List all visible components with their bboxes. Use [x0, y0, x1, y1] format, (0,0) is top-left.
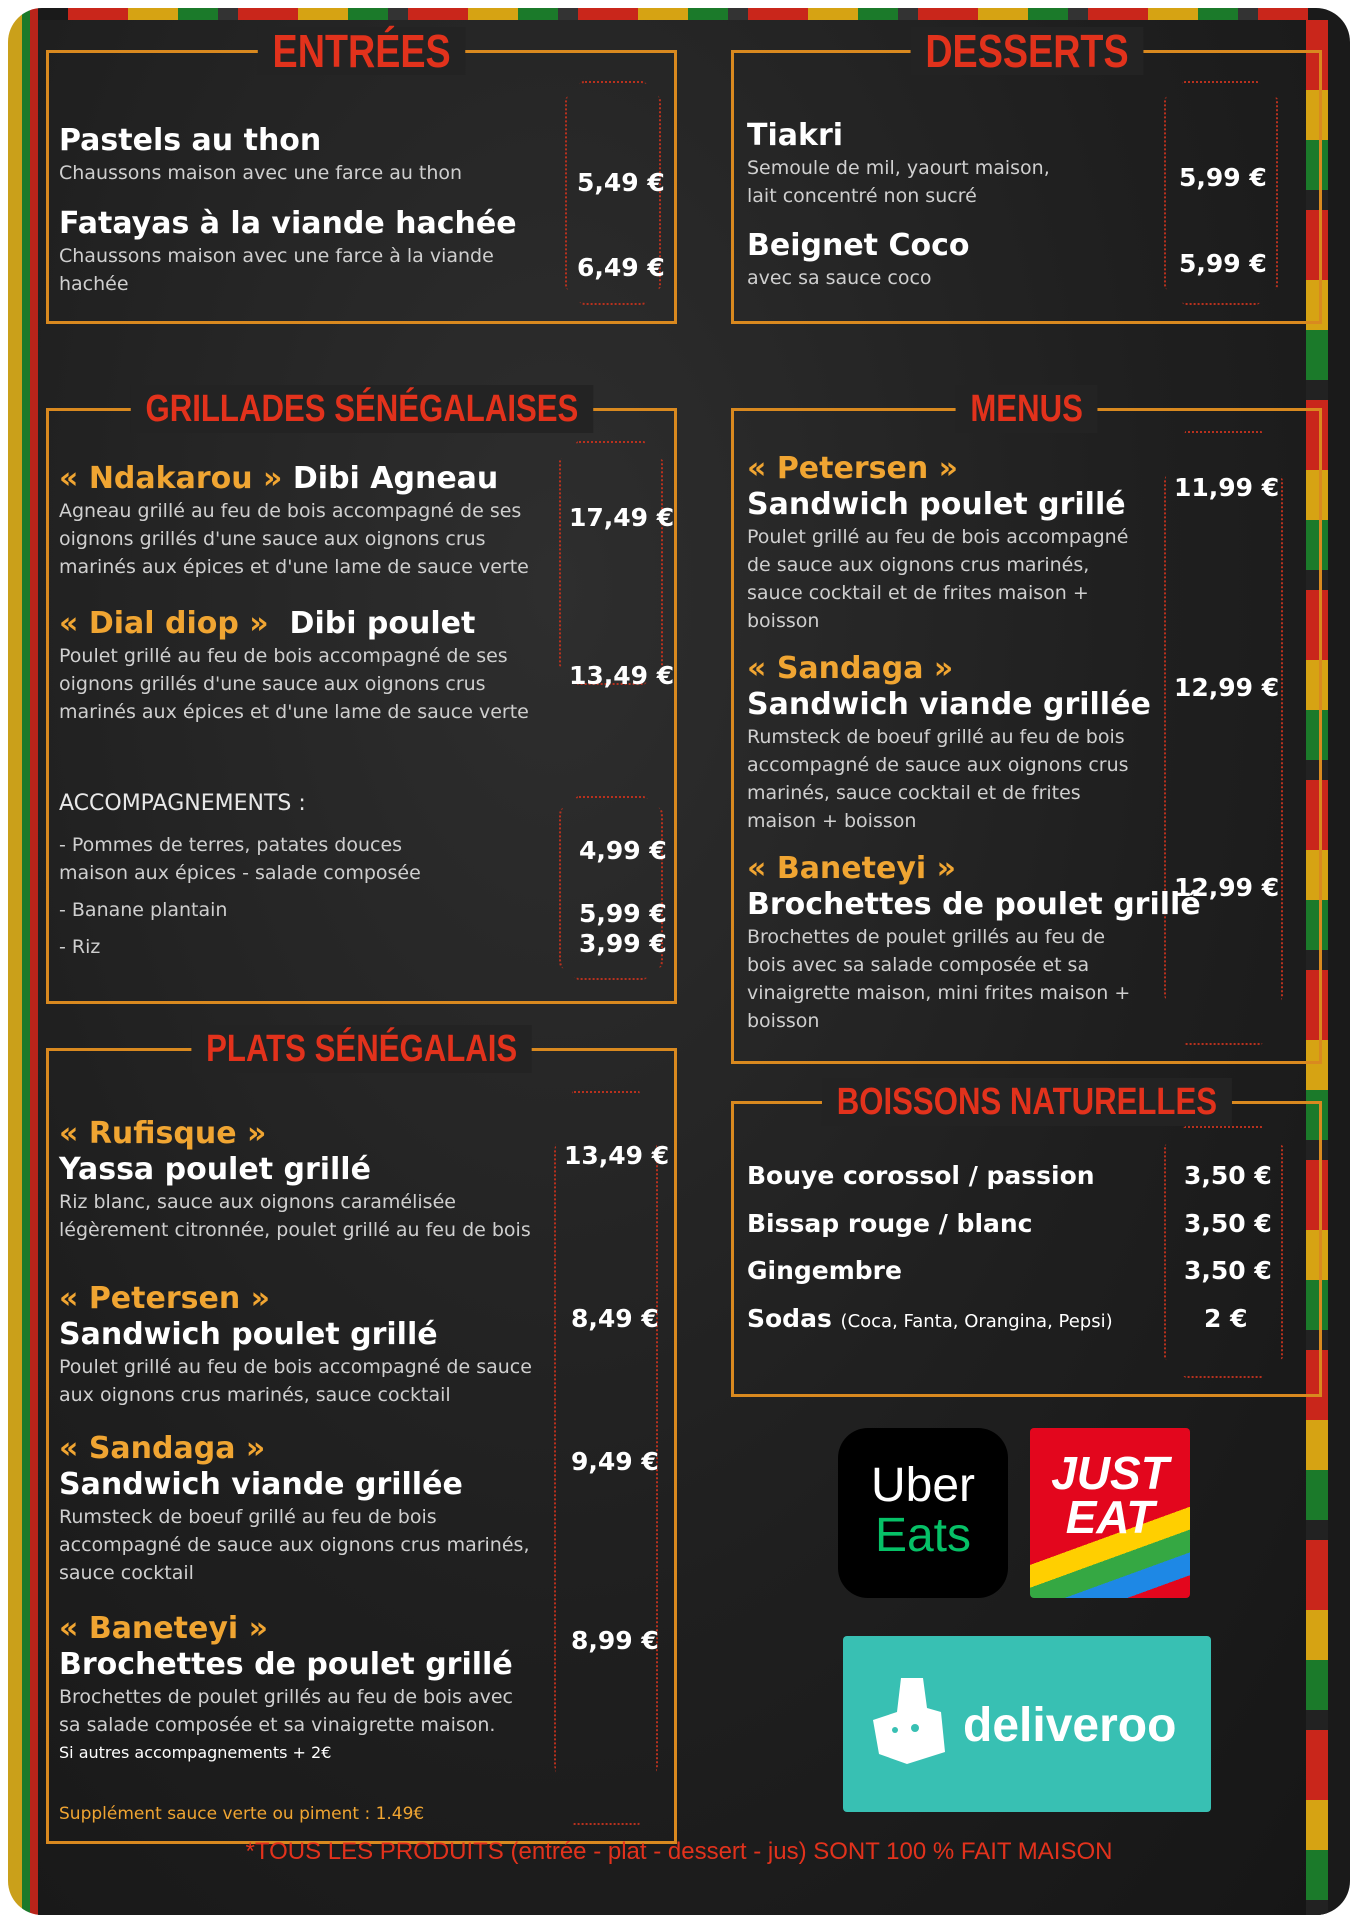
- menus-section: [731, 388, 1322, 1064]
- price: 12,99 €: [1174, 873, 1280, 902]
- item-name: Sandwich viande grillée: [59, 1467, 463, 1502]
- menu-item: [59, 123, 539, 187]
- item-description: avec sa sauce coco: [747, 267, 932, 289]
- item-name: Brochettes de poulet grillé: [747, 887, 1201, 922]
- menu-frame: [8, 8, 1350, 1915]
- menu-item: [747, 851, 1201, 1035]
- plats-title: PLATS SÉNÉGALAIS: [191, 1025, 532, 1073]
- item-nickname: « Petersen »: [59, 1281, 271, 1316]
- price: 5,49 €: [577, 168, 665, 197]
- accompaniment-item: - Riz: [59, 936, 101, 958]
- beverage-name: Bissap rouge / blanc: [747, 1209, 1033, 1238]
- item-name: Dibi poulet: [289, 606, 476, 641]
- price: 3,50 €: [1184, 1209, 1272, 1238]
- item-name: Tiakri: [747, 118, 844, 153]
- price: 3,99 €: [579, 929, 667, 958]
- menu-item: [59, 1431, 539, 1587]
- price: 2 €: [1204, 1304, 1248, 1333]
- menu-item: [747, 651, 1151, 835]
- item-description: Poulet grillé au feu de bois accompagné de sauce aux oignons crus marinés, sauce cocktail: [59, 1356, 532, 1406]
- supplement-note: Supplément sauce verte ou piment : 1.49€: [59, 1804, 425, 1824]
- price: 9,49 €: [571, 1447, 659, 1476]
- grillades-section: [46, 388, 677, 1004]
- item-description: Brochettes de poulet grillés au feu de bois avec sa salade composée et sa vinaigrette maison.: [59, 1686, 513, 1736]
- price: 5,99 €: [579, 899, 667, 928]
- item-description: Semoule de mil, yaourt maison,: [747, 157, 1050, 179]
- price: 13,49 €: [564, 1141, 670, 1170]
- menu-item: [747, 451, 1142, 635]
- price: 3,50 €: [1184, 1161, 1272, 1190]
- item-name: Sandwich poulet grillé: [59, 1317, 438, 1352]
- kente-strip-top: [68, 8, 1308, 20]
- item-nickname: « Sandaga »: [59, 1431, 266, 1466]
- price: 6,49 €: [577, 253, 665, 282]
- price: 3,50 €: [1184, 1256, 1272, 1285]
- menu-item: [59, 1116, 539, 1244]
- item-nickname: « Petersen »: [747, 451, 959, 486]
- deliveroo-kangaroo-icon: [871, 1678, 951, 1768]
- item-name: Sandwich viande grillée: [747, 687, 1151, 722]
- just-eat-logo: [1030, 1428, 1190, 1598]
- eats-logo-text: Eats: [874, 1509, 972, 1562]
- accompaniments-title: ACCOMPAGNEMENTS :: [59, 791, 306, 816]
- item-nickname: « Sandaga »: [747, 651, 954, 686]
- footer-note: *TOUS LES PRODUITS (entrée - plat - dessert - jus) SONT 100 % FAIT MAISON: [245, 1838, 1113, 1865]
- item-nickname: « Baneteyi »: [59, 1611, 268, 1646]
- desserts-title: DESSERTS: [910, 27, 1143, 75]
- menu-item: [747, 118, 1147, 210]
- item-name: Brochettes de poulet grillé: [59, 1647, 513, 1682]
- item-name: Sandwich poulet grillé: [747, 487, 1126, 522]
- uber-eats-logo: [838, 1428, 1008, 1598]
- just-logo-text: JUST: [1051, 1447, 1169, 1499]
- price: 12,99 €: [1174, 673, 1280, 702]
- beverage-name: Sodas: [747, 1304, 832, 1333]
- price: 8,99 €: [571, 1626, 659, 1655]
- item-description: Brochettes de poulet grillés au feu de bois avec sa salade composée et sa vinaigrette maison, mini frites maison + boisson: [747, 926, 1131, 1032]
- accompaniment-item: - Banane plantain: [59, 899, 228, 921]
- beverage-name: Gingembre: [747, 1256, 902, 1285]
- price: 4,99 €: [579, 836, 667, 865]
- uber-logo-text: Uber: [870, 1459, 976, 1512]
- item-description: Poulet grillé au feu de bois accompagné de ses oignons grillés d'une sauce aux oignons crus marinés aux épices et d'une lame de sauce verte: [59, 645, 529, 723]
- desserts-section: [731, 25, 1322, 324]
- price: 13,49 €: [569, 661, 675, 690]
- item-nickname: « Baneteyi »: [747, 851, 956, 886]
- grillades-title: GRILLADES SÉNÉGALAISES: [130, 385, 592, 433]
- accompaniment-item: - Pommes de terres, patates douces maison aux épices - salade composée: [59, 834, 421, 884]
- entrees-section: [46, 25, 677, 324]
- item-description: Rumsteck de boeuf grillé au feu de bois accompagné de sauce aux oignons crus marinés, sauce cocktail et de frites maison + boisson: [747, 726, 1129, 832]
- item-name: Beignet Coco: [747, 228, 970, 263]
- beverage-name: Bouye corossol / passion: [747, 1161, 1095, 1190]
- menu-item: [59, 1281, 539, 1409]
- price: 5,99 €: [1179, 163, 1267, 192]
- menu-item: [59, 461, 549, 581]
- item-description: Chaussons maison avec une farce au thon: [59, 162, 463, 184]
- beverage-note: (Coca, Fanta, Orangina, Pepsi): [840, 1311, 1113, 1332]
- menus-title: MENUS: [955, 385, 1097, 433]
- menu-item: [59, 606, 549, 726]
- item-extra: Si autres accompagnements + 2€: [59, 1743, 332, 1762]
- price-column: [1164, 431, 1283, 1045]
- price: 5,99 €: [1179, 249, 1267, 278]
- item-description: Agneau grillé au feu de bois accompagné de ses oignons grillés d'une sauce aux oignons crus marinés aux épices et d'une lame de sauce verte: [59, 500, 529, 578]
- deliveroo-logo: [843, 1636, 1211, 1812]
- menu-item: [747, 228, 1147, 292]
- item-name: Yassa poulet grillé: [59, 1152, 371, 1187]
- boissons-section: [731, 1081, 1322, 1397]
- menu-item: [59, 1611, 539, 1767]
- item-nickname: « Dial diop »: [59, 606, 269, 641]
- entrees-title: ENTRÉES: [258, 27, 466, 75]
- price: 11,99 €: [1174, 473, 1280, 502]
- item-name: Fatayas à la viande hachée: [59, 206, 517, 241]
- price-column: [559, 441, 663, 685]
- item-nickname: « Rufisque »: [59, 1116, 267, 1151]
- item-nickname: « Ndakarou »: [59, 461, 283, 496]
- boissons-title: BOISSONS NATURELLES: [822, 1078, 1232, 1126]
- item-name: Pastels au thon: [59, 123, 322, 158]
- price: 17,49 €: [569, 503, 675, 532]
- item-description: Riz blanc, sauce aux oignons caramélisée légèrement citronnée, poulet grillé au feu de bois: [59, 1191, 531, 1241]
- plats-section: [46, 1028, 677, 1844]
- item-description: lait concentré non sucré: [747, 185, 977, 207]
- item-name: Dibi Agneau: [292, 461, 499, 496]
- item-description: Rumsteck de boeuf grillé au feu de bois accompagné de sauce aux oignons crus marinés, sauce cocktail: [59, 1506, 530, 1584]
- deliveroo-logo-text: deliveroo: [963, 1699, 1177, 1752]
- eat-logo-text: EAT: [1065, 1491, 1155, 1543]
- menu-item: [59, 206, 519, 298]
- item-description: Poulet grillé au feu de bois accompagné de sauce aux oignons crus marinés, sauce cocktail et de frites maison + boisson: [747, 526, 1129, 632]
- price: 8,49 €: [571, 1304, 659, 1333]
- item-description: Chaussons maison avec une farce à la viande hachée: [59, 245, 494, 295]
